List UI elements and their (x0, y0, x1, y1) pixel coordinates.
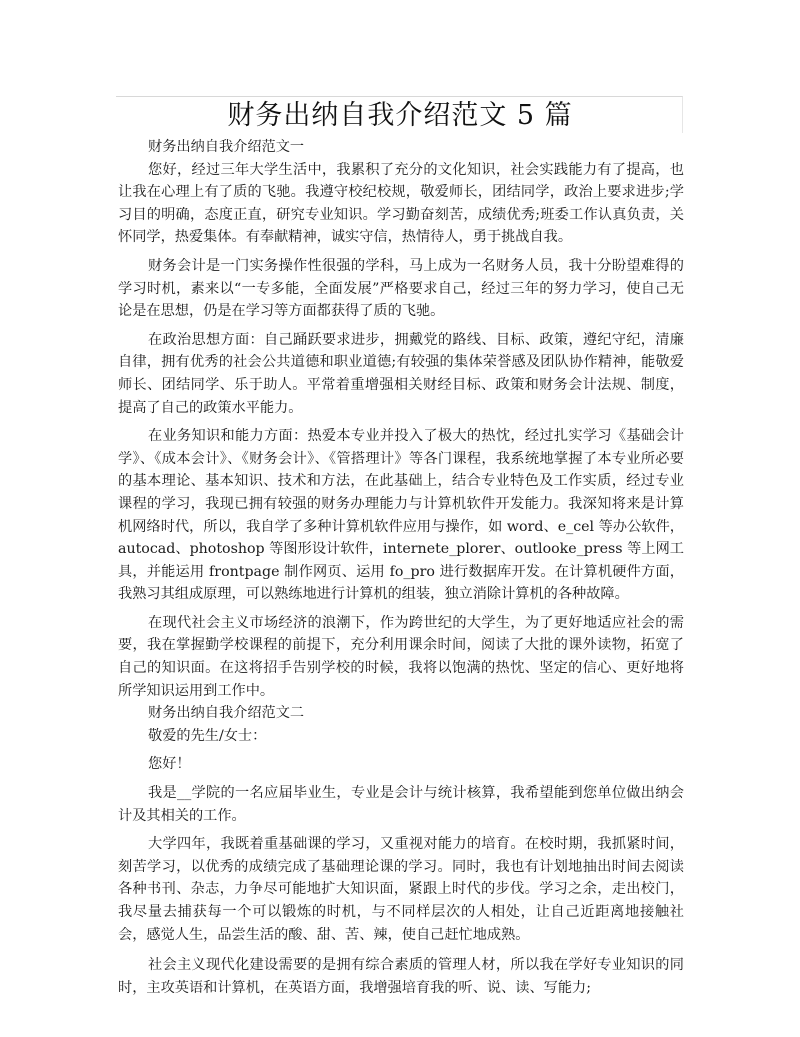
greeting: 您好！ (148, 756, 191, 773)
body-paragraph: 财务会计是一门实务操作性很强的学科，马上成为一名财务人员，我十分盼望难得的学习时机，素来以“一专多能，全面发展”严格要求自己，经过三年的努力学习，使自己无论是在思想，仍是在学习等方面都获得了质的飞驰。 (118, 257, 684, 320)
section-heading-1: 财务出纳自我介绍范文一 (148, 139, 305, 155)
body-paragraph: 在现代社会主义市场经济的浪潮下，作为跨世纪的大学生，为了更好地适应社会的需要，我在掌握勤学校课程的前提下，充分利用课余时间，阅读了大批的课外读物，拓宽了自己的知识面。在这将招手告别学校的时候，我将以饱满的热忱、坚定的信心、更好地将所学知识运用到工作中。 (118, 614, 684, 699)
document-body (118, 136, 684, 999)
body-paragraph: 我是__学院的一名应届毕业生，专业是会计与统计核算，我希望能到您单位做出纳会计及其相关的工作。 (118, 785, 684, 824)
body-paragraph: 您好，经过三年大学生活中，我累积了充分的文化知识，社会实践能力有了提高，也让我在心理上有了质的飞驰。我遵守校纪校规，敬爱师长，团结同学，政治上要求进步;学习目的明确，态度正直，研究专业知识。学习勤奋刻苦，成绩优秀;班委工作认真负责，关怀同学，热爱集体。有奉献精神，诚实守信，热情待人，勇于挑战自我。 (118, 161, 684, 246)
body-paragraph: 大学四年，我既着重基础课的学习，又重视对能力的培育。在校时期，我抓紧时间，刻苦学习，以优秀的成绩完成了基础理论课的学习。同时，我也有计划地抽出时间去阅读各种书刊、杂志，力争尽可能地扩大知识面，紧跟上时代的步伐。学习之余，走出校门，我尽量去捕获每一个可以锻炼的时机，与不同样层次的人相处，让自己近距离地接触社会，感觉人生，品尝生活的酸、甜、苦、辣，使自己赶忙地成熟。 (118, 836, 684, 943)
body-paragraph: 在政治思想方面：自己踊跃要求进步，拥戴党的路线、目标、政策，遵纪守纪，清廉自律，拥有优秀的社会公共道德和职业道德;有较强的集体荣誉感及团队协作精神，能敬爱师长、团结同学、乐于助人。平常着重增强相关财经目标、政策和财务会计法规、制度，提高了自己的政策水平能力。 (118, 331, 684, 416)
body-paragraph: 社会主义现代化建设需要的是拥有综合素质的管理人材，所以我在学好专业知识的同时，主攻英语和计算机，在英语方面，我增强培育我的听、说、读、写能力; (118, 957, 684, 996)
section-heading-2: 财务出纳自我介绍范文二 (148, 705, 305, 722)
body-paragraph: 在业务知识和能力方面：热爱本专业并投入了极大的热忱，经过扎实学习《基础会计学》、《成本会计》、《财务会计》、《管搭理计》等各门课程，我系统地掌握了本专业所必要的基本理论、基本知识、技术和方法，在此基础上，结合专业特色及工作实质，经过专业课程的学习，我现已拥有较强的财务办理能力与计算机软件开发能力。我深知将来是计算机网络时代，所以，我自学了多种计算机软件应用与操作，如 word、e_cel 等办公软件，autocad、photoshop 等图形设计软件，internete_plorer、outlooke_press 等上网工具，并能运用 frontpage 制作网页、运用 fo_pro 进行数据库开发。在计算机硬件方面，我熟习其组成原理，可以熟练地进行计算机的组装，独立消除计算机的各种故障。 (118, 428, 684, 603)
page-title: 财务出纳自我介绍范文 5 篇 (227, 100, 573, 131)
salutation: 敬爱的先生/女士： (148, 727, 267, 744)
